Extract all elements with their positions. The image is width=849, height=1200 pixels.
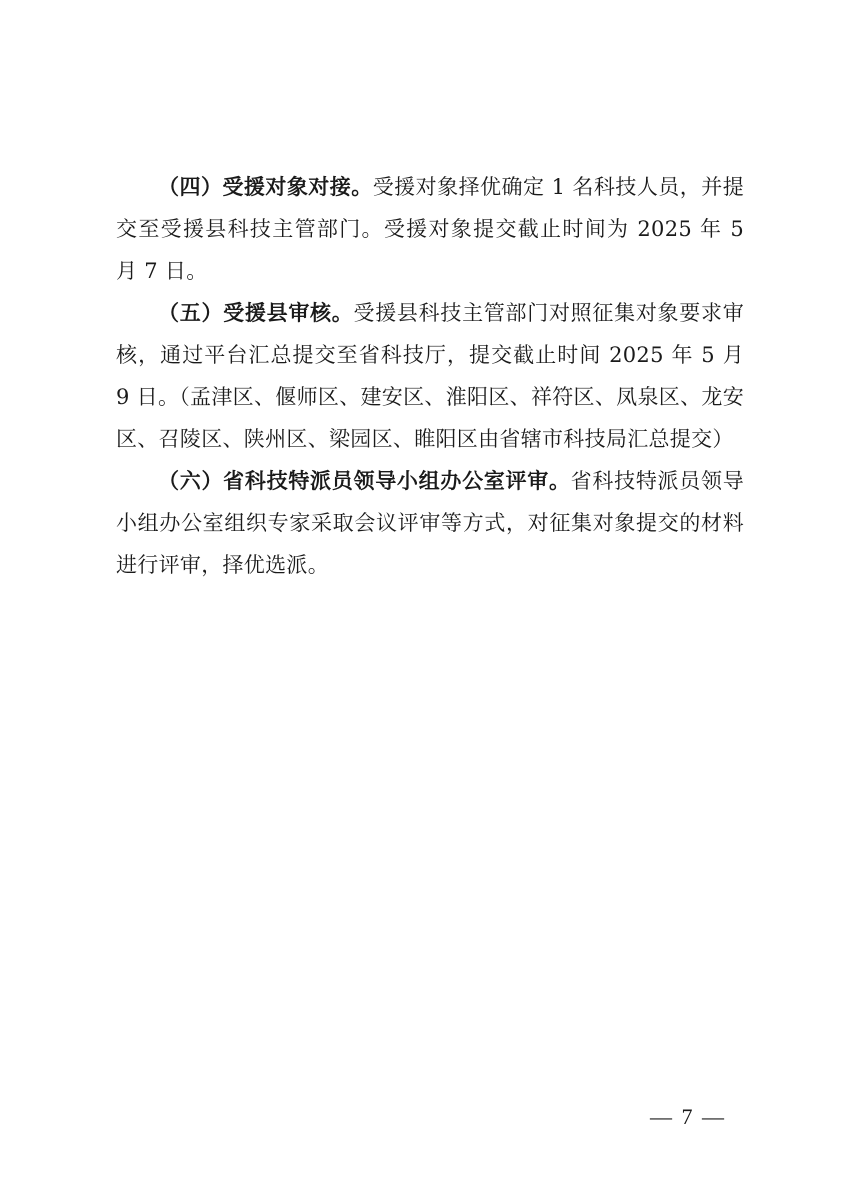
page-number: — 7 — [650,1104,726,1129]
paragraph-heading: （六）省科技特派员领导小组办公室评审。 [158,469,571,493]
paragraph-heading: （四）受援对象对接。 [158,175,373,199]
paragraph-heading: （五）受援县审核。 [158,301,354,325]
paragraph-text: 受援对象择优确定 1 名科技人员，并提交至受援县科技主管部门。受援对象提交截止时间为 2025 年 5 月 7 日。 [116,175,744,283]
paragraph-office-evaluation [116,460,744,586]
document-body [116,166,744,586]
paragraph-text: 省科技特派员领导小组办公室组织专家采取会议评审等方式，对征集对象提交的材料进行评审，择优选派。 [116,469,745,577]
paragraph-recipient-matching [116,166,744,292]
paragraph-text: 受援县科技主管部门对照征集对象要求审核，通过平台汇总提交至省科技厅，提交截止时间 2025 年 5 月 9 日。（孟津区、偃师区、建安区、淮阳区、祥符区、凤泉区、龙安区、召陵区、陕州区、梁园区、睢阳区由省辖市科技局汇总提交） [116,301,745,451]
paragraph-county-review [116,292,744,460]
